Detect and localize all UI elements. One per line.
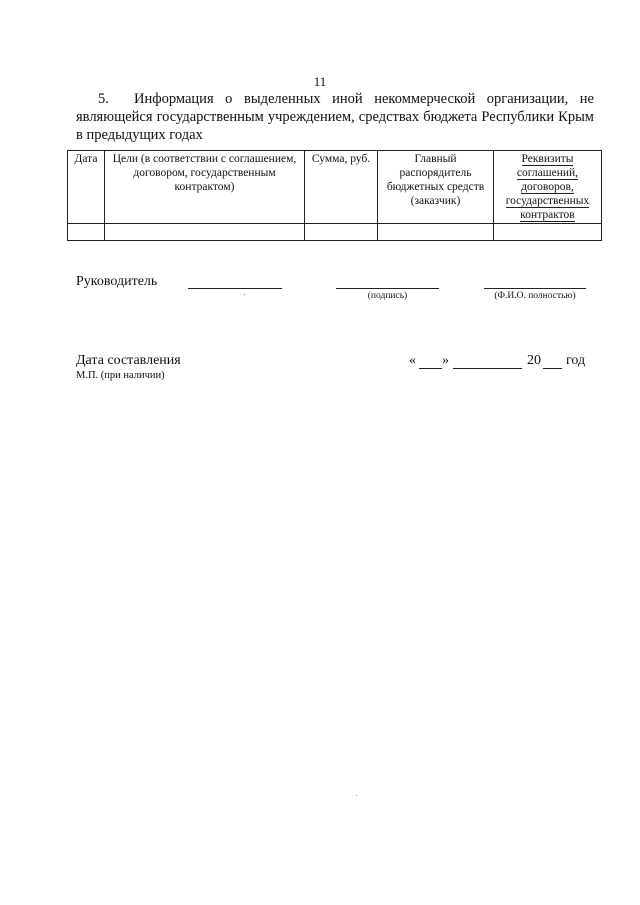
table-header-row [68,151,602,224]
role-label: Руководитель [76,274,158,289]
page-number: 11 [313,74,327,89]
table-cell[interactable] [68,224,105,241]
full-name-line[interactable] [484,288,586,289]
signature-caption: (подпись) [367,291,408,301]
header-requisites [494,151,602,224]
section-number: 5. [98,91,109,107]
header-date: Дата [68,151,105,224]
section-heading [76,90,594,144]
year-prefix: 20 [527,353,541,368]
month-line[interactable] [453,368,522,369]
table-cell[interactable] [105,224,305,241]
scan-dot [244,294,245,295]
header-budget-manager: Главный распорядитель бюджетных средств (заказчик) [378,151,494,224]
table-cell[interactable] [494,224,602,241]
table-cell[interactable] [378,224,494,241]
signature-line[interactable] [336,288,439,289]
year-suffix: год [566,353,586,368]
scan-dot [356,795,357,796]
stamp-note: М.П. (при наличии) [76,370,165,381]
header-purpose: Цели (в соответствии с соглашением, договором, государственным контрактом) [105,151,305,224]
header-amount: Сумма, руб. [305,151,378,224]
table-row [68,224,602,241]
date-label: Дата составления [76,353,181,368]
funding-info-table [67,150,602,241]
section-title: Информация о выделенных иной некоммерческой организации, не являющейся государственным учреждением, средствах бюджета Республики Крым в предыдущих годах [76,91,594,143]
position-line[interactable] [188,288,282,289]
header-requisites-text: Реквизиты соглашений, договоров, государственных контрактов [505,153,590,221]
year-line[interactable] [543,368,562,369]
close-quote: » [442,353,449,368]
open-quote: « [409,353,416,368]
table-cell[interactable] [305,224,378,241]
day-line[interactable] [419,368,442,369]
full-name-caption: (Ф.И.О. полностью) [494,291,576,301]
